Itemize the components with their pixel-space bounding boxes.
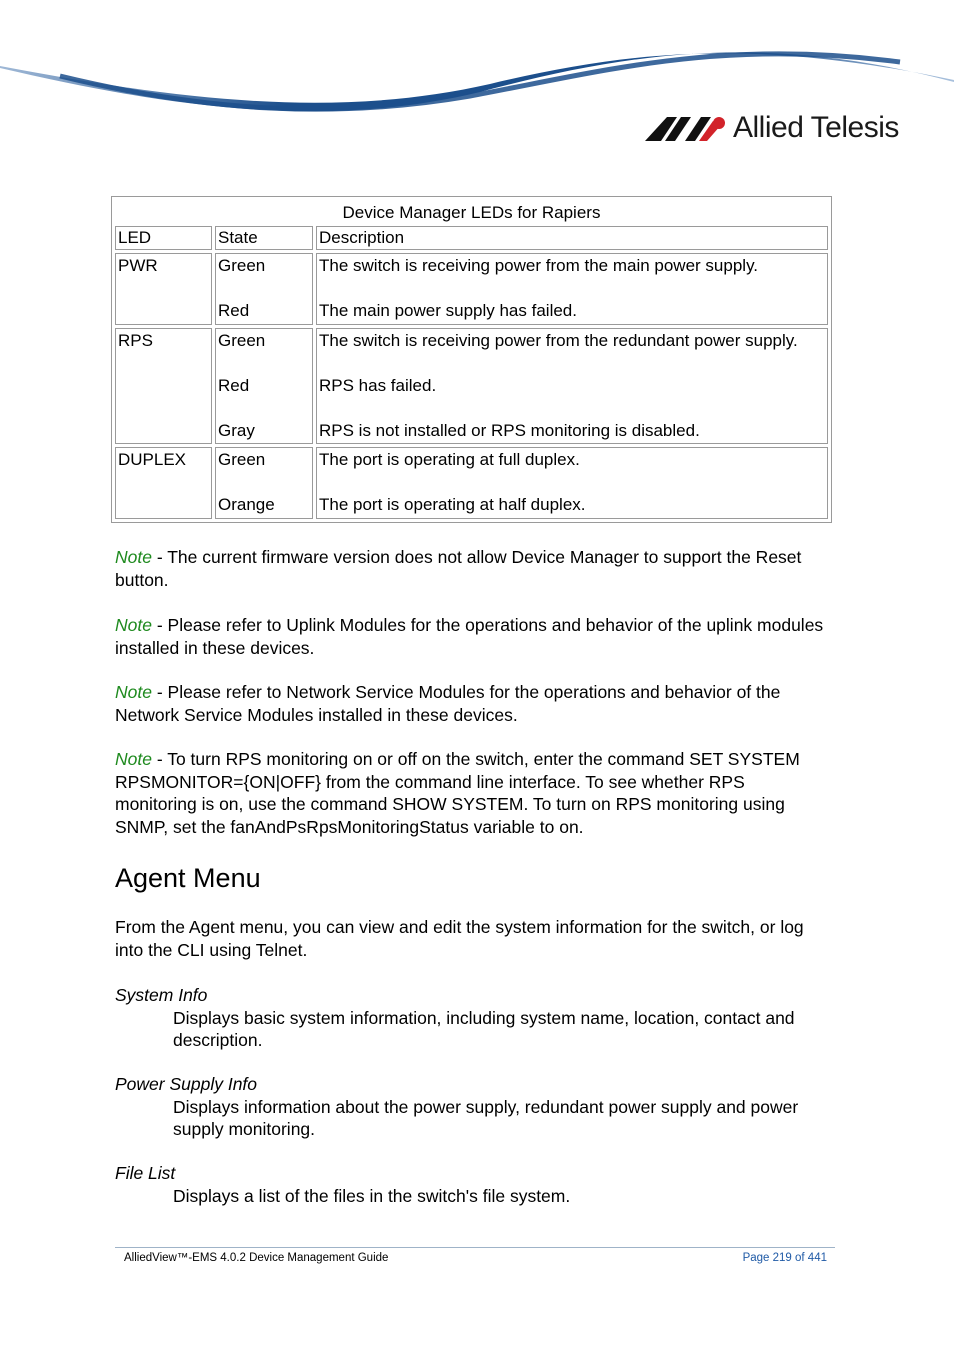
brand-logo <box>645 108 899 148</box>
brand-name: Allied Telesis <box>733 111 899 144</box>
table-row <box>115 253 828 325</box>
column-header-state: State <box>215 226 313 250</box>
note-text: - Please refer to Network Service Modules for the operations and behavior of the Network Service Modules installed in these devices. <box>115 682 781 725</box>
footer-page-number: Page 219 of 441 <box>742 1252 827 1264</box>
led-cell: RPS <box>115 328 212 445</box>
definition-item <box>115 984 830 1052</box>
section-intro: From the Agent menu, you can view and edit the system information for the switch, or log into the CLI using Telnet. <box>115 917 804 960</box>
note-label: Note <box>115 682 152 702</box>
led-cell: PWR <box>115 253 212 325</box>
definition-term: Power Supply Info <box>115 1074 258 1094</box>
column-header-description: Description <box>316 226 828 250</box>
column-header-led: LED <box>115 226 212 250</box>
led-cell: DUPLEX <box>115 447 212 519</box>
note-paragraph <box>115 681 830 726</box>
note-label: Note <box>115 547 152 567</box>
table-header-row <box>115 226 828 250</box>
footer-divider <box>115 1247 835 1248</box>
definition-item <box>115 1162 830 1207</box>
definition-description: Displays a list of the files in the switch's file system. <box>173 1185 571 1206</box>
note-paragraph <box>115 546 830 591</box>
definition-term: System Info <box>115 985 208 1005</box>
table-caption: Device Manager LEDs for Rapiers <box>342 203 601 222</box>
note-paragraph <box>115 748 830 838</box>
description-cell: The switch is receiving power from the redundant power supply. RPS has failed. RPS is not installed or RPS monitoring is disabled. <box>316 328 828 445</box>
definition-description: Displays basic system information, including system name, location, contact and description. <box>173 1007 795 1051</box>
allied-telesis-logo-icon <box>645 111 727 145</box>
footer-doc-title: AlliedView™-EMS 4.0.2 Device Management Guide <box>124 1252 389 1264</box>
description-cell: The switch is receiving power from the main power supply. The main power supply has failed. <box>316 253 828 325</box>
state-cell: Green Red <box>215 253 313 325</box>
state-cell: Green Orange <box>215 447 313 519</box>
note-label: Note <box>115 749 152 769</box>
definition-description: Displays information about the power supply, redundant power supply and power supply monitoring. <box>173 1096 799 1140</box>
table-row <box>115 328 828 445</box>
table-row <box>115 447 828 519</box>
led-table <box>111 196 832 523</box>
note-text: - To turn RPS monitoring on or off on the switch, enter the command SET SYSTEM RPSMONITOR={ON|OFF} from the command line interface. To see whether RPS monitoring is on, use the command SHOW SYSTEM. To turn on RPS monitoring using SNMP, set the fanAndPsRpsMonitoringStatus variable to on. <box>115 749 800 837</box>
note-paragraph <box>115 614 830 659</box>
definition-item <box>115 1073 830 1141</box>
note-text: - The current firmware version does not allow Device Manager to support the Reset button. <box>115 547 802 590</box>
state-cell: Green Red Gray <box>215 328 313 445</box>
note-text: - Please refer to Uplink Modules for the operations and behavior of the uplink modules installed in these devices. <box>115 615 824 658</box>
description-cell: The port is operating at full duplex. The port is operating at half duplex. <box>316 447 828 519</box>
definition-term: File List <box>115 1163 176 1183</box>
section-heading: Agent Menu <box>115 863 261 893</box>
note-label: Note <box>115 615 152 635</box>
